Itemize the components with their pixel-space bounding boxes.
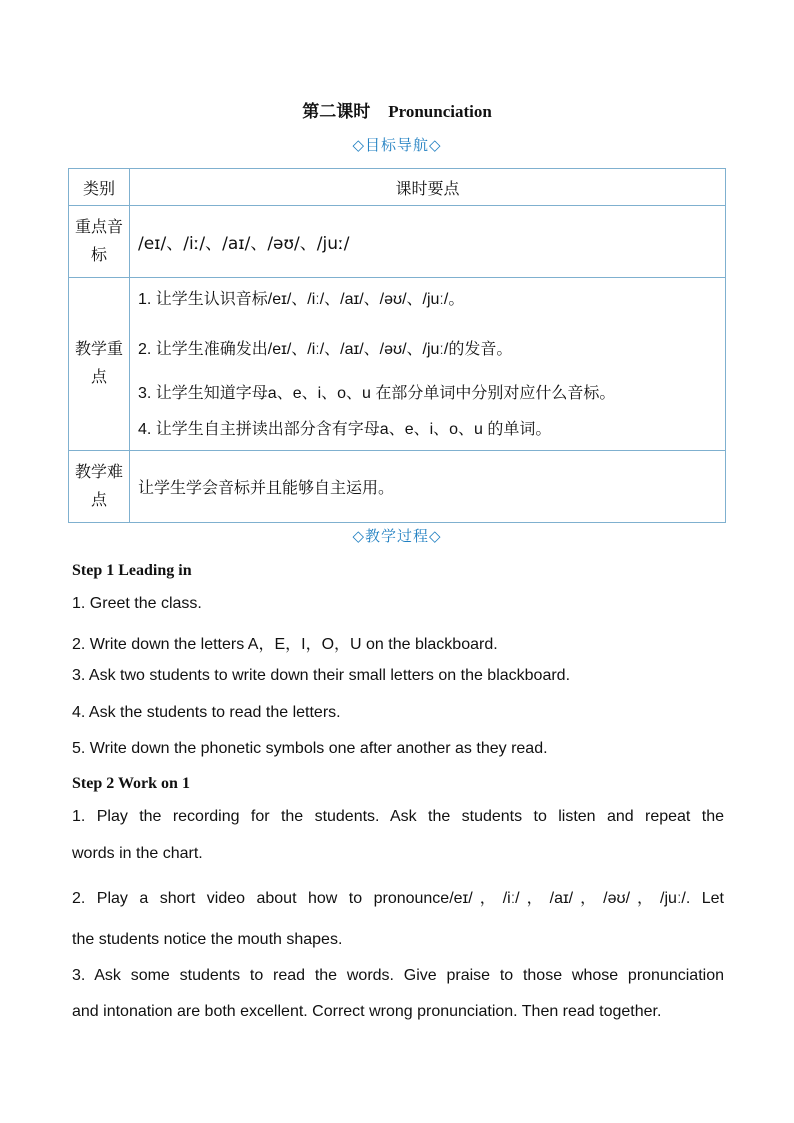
list-item: 1. Greet the class. xyxy=(72,595,202,612)
objectives-table xyxy=(68,168,726,523)
list-item: the students notice the mouth shapes. xyxy=(72,931,343,948)
category-header: 类别 xyxy=(69,169,130,206)
objectives-heading: ◇目标导航◇ xyxy=(352,137,442,154)
lesson-title xyxy=(0,97,794,122)
row-category: 重点音标 xyxy=(69,206,130,278)
list-item: 2. Write down the letters A，E，I，O，U on the blackboard. xyxy=(72,636,498,653)
points-header: 课时要点 xyxy=(130,169,726,206)
list-item: 1. Play the recording for the students. Ask the students to listen and repeat the xyxy=(72,808,724,825)
list-item: 2. 让学生准确发出/eɪ/、/iː/、/aɪ/、/əʊ/、/juː/的发音。 xyxy=(138,341,513,358)
row-content xyxy=(130,278,726,451)
row-category: 教学难点 xyxy=(69,451,130,523)
key-phonetics: /eɪ/、/iː/、/aɪ/、/əʊ/、/juː/ xyxy=(138,234,350,254)
list-item: 3. Ask two students to write down their small letters on the blackboard. xyxy=(72,667,571,684)
list-item: words in the chart. xyxy=(72,845,203,862)
list-item: 5. Write down the phonetic symbols one after another as they read. xyxy=(72,740,548,757)
list-item: 1. 让学生认识音标/eɪ/、/iː/、/aɪ/、/əʊ/、/juː/。 xyxy=(138,291,465,308)
lesson-title-en: Pronunciation xyxy=(388,102,492,121)
table-row xyxy=(69,278,726,451)
list-item: 4. Ask the students to read the letters. xyxy=(72,704,341,721)
step-heading: Step 1 Leading in xyxy=(72,562,192,579)
list-item: 2. Play a short video about how to pronounce/eɪ/，/iː/，/aɪ/，/əʊ/，/juː/. Let xyxy=(72,890,724,907)
table-row xyxy=(69,451,726,523)
step-heading: Step 2 Work on 1 xyxy=(72,775,190,792)
table-row xyxy=(69,206,726,278)
row-content: 让学生学会音标并且能够自主运用。 xyxy=(130,451,726,523)
lesson-title-cn: 第二课时 xyxy=(302,102,371,121)
table-header-row xyxy=(69,169,726,206)
row-category: 教学重点 xyxy=(69,278,130,451)
list-item: 4. 让学生自主拼读出部分含有字母a、e、i、o、u 的单词。 xyxy=(138,421,552,438)
list-item: 3. Ask some students to read the words. Give praise to those whose pronunciation xyxy=(72,967,724,984)
list-item: 3. 让学生知道字母a、e、i、o、u 在部分单词中分别对应什么音标。 xyxy=(138,385,616,402)
list-item: and intonation are both excellent. Correct wrong pronunciation. Then read together. xyxy=(72,1003,662,1020)
process-heading: ◇教学过程◇ xyxy=(352,528,442,545)
row-content xyxy=(130,206,726,278)
